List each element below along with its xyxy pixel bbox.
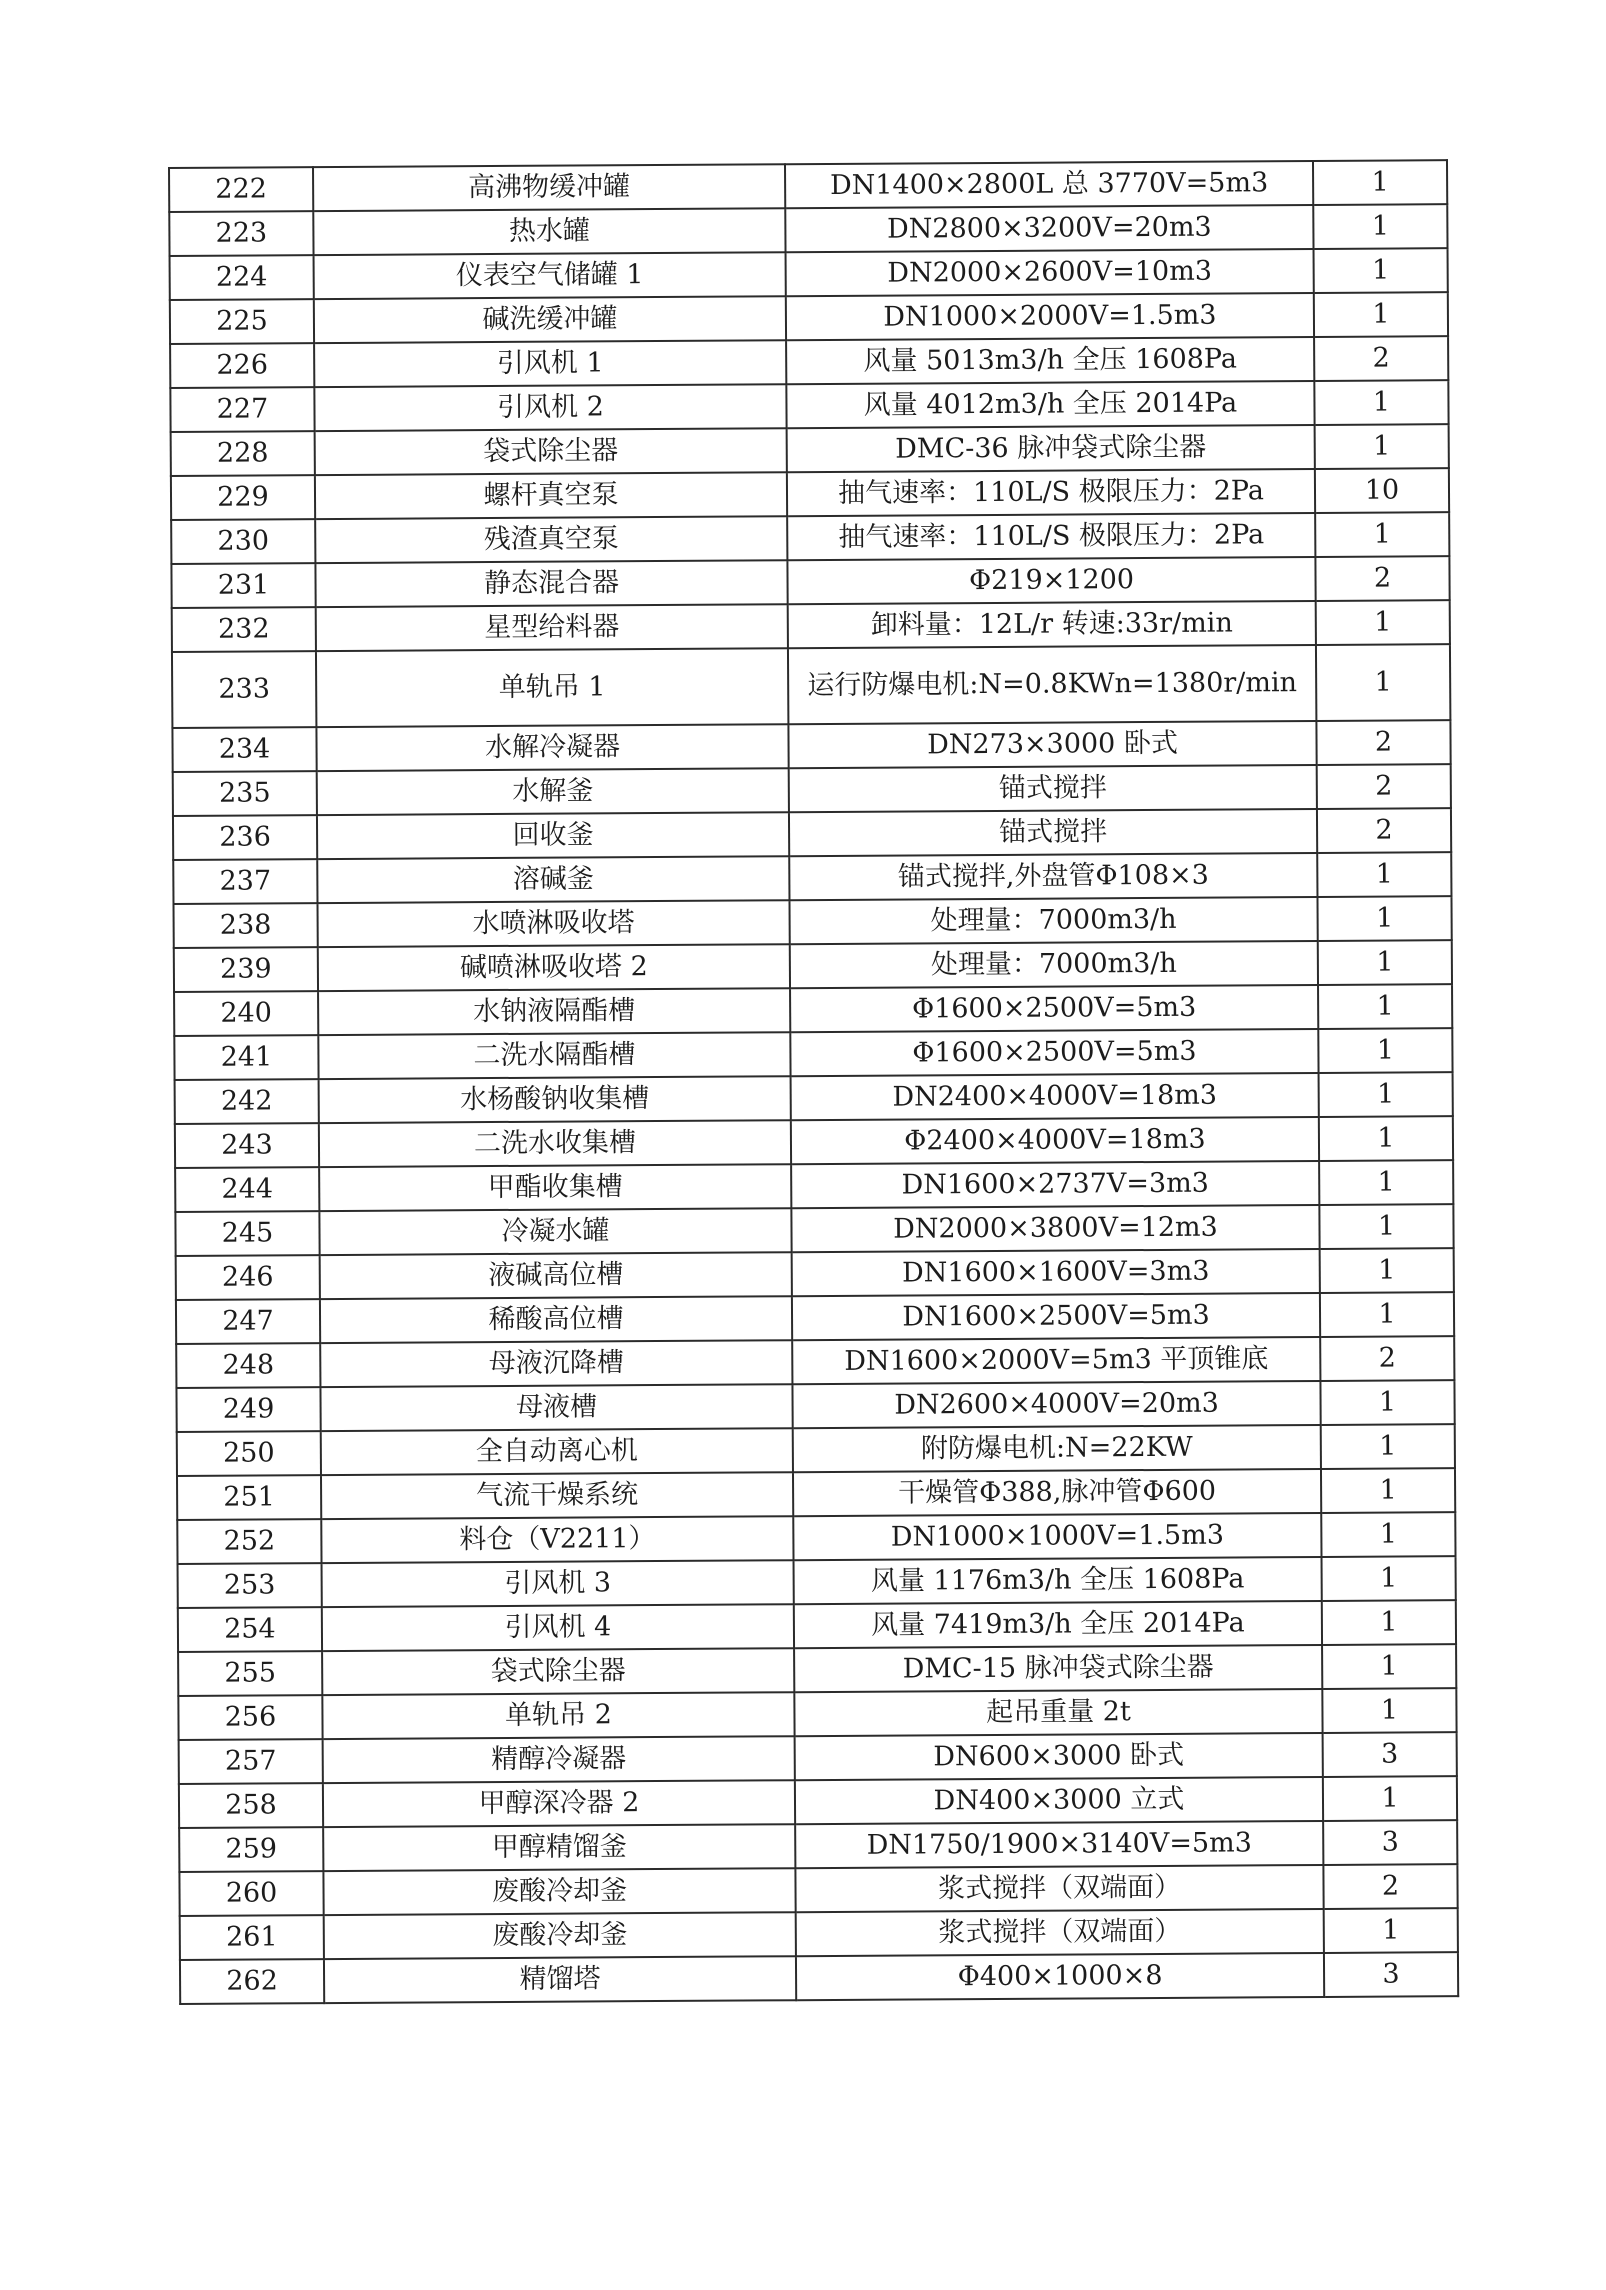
row-number-cell: 231: [171, 563, 315, 608]
quantity-cell: 1: [1313, 204, 1447, 249]
table-row: [175, 1116, 1453, 1168]
quantity-cell: 1: [1322, 1688, 1456, 1733]
table-row: [176, 1292, 1454, 1344]
table-row: [172, 600, 1450, 652]
table-row: [171, 512, 1449, 564]
row-number-cell: 253: [178, 1563, 322, 1608]
row-number-cell: 256: [178, 1695, 322, 1740]
equipment-name-cell: 碱喷淋吸收塔 2: [318, 944, 790, 991]
equipment-name-cell: 料仓（V2211）: [321, 1516, 793, 1563]
row-number-cell: 255: [178, 1651, 322, 1696]
quantity-cell: 1: [1314, 292, 1448, 337]
equipment-name-cell: 仪表空气储罐 1: [314, 252, 786, 299]
row-number-cell: 260: [179, 1871, 323, 1916]
table-row: [178, 1600, 1456, 1652]
quantity-cell: 1: [1321, 1424, 1455, 1469]
row-number-cell: 261: [180, 1915, 324, 1960]
equipment-name-cell: 母液槽: [320, 1384, 792, 1431]
specification-cell: DN1400×2800L 总 3770V=5m3: [785, 161, 1313, 208]
equipment-name-cell: 溶碱釜: [317, 856, 789, 903]
equipment-name-cell: 水喷淋吸收塔: [317, 900, 789, 947]
quantity-cell: 1: [1324, 1908, 1458, 1953]
table-row: [174, 1028, 1452, 1080]
equipment-name-cell: 废酸冷却釜: [323, 1868, 795, 1915]
row-number-cell: 244: [175, 1167, 319, 1212]
specification-cell: 风量 4012m3/h 全压 2014Pa: [786, 381, 1314, 428]
specification-cell: DN2000×2600V=10m3: [786, 249, 1314, 296]
row-number-cell: 227: [170, 387, 314, 432]
row-number-cell: 228: [171, 431, 315, 476]
quantity-cell: 1: [1321, 1512, 1455, 1557]
table-row: [171, 556, 1449, 608]
equipment-name-cell: 螺杆真空泵: [315, 472, 787, 519]
row-number-cell: 250: [177, 1431, 321, 1476]
quantity-cell: 2: [1320, 1336, 1454, 1381]
specification-cell: DN2800×3200V=20m3: [785, 205, 1313, 252]
table-row: [179, 1776, 1457, 1828]
equipment-name-cell: 残渣真空泵: [315, 516, 787, 563]
equipment-name-cell: 稀酸高位槽: [320, 1296, 792, 1343]
specification-cell: 卸料量：12L/r 转速:33r/min: [788, 601, 1316, 648]
specification-cell: 抽气速率：110L/S 极限压力：2Pa: [787, 513, 1315, 560]
row-number-cell: 235: [173, 771, 317, 816]
table-row: [170, 292, 1448, 344]
table-row: [171, 468, 1449, 520]
table-row: [170, 248, 1448, 300]
table-row: [174, 984, 1452, 1036]
specification-cell: 抽气速率：110L/S 极限压力：2Pa: [787, 469, 1315, 516]
specification-cell: DN1600×2737V=3m3: [791, 1161, 1319, 1208]
equipment-name-cell: 袋式除尘器: [322, 1648, 794, 1695]
quantity-cell: 1: [1318, 940, 1452, 985]
table-row: [177, 1468, 1455, 1520]
specification-cell: Φ1600×2500V=5m3: [790, 1029, 1318, 1076]
row-number-cell: 249: [176, 1387, 320, 1432]
row-number-cell: 241: [174, 1035, 318, 1080]
table-row: [176, 1336, 1454, 1388]
specification-cell: 浆式搅拌（双端面）: [795, 1865, 1323, 1912]
row-number-cell: 258: [179, 1783, 323, 1828]
specification-cell: Φ1600×2500V=5m3: [790, 985, 1318, 1032]
equipment-name-cell: 液碱高位槽: [320, 1252, 792, 1299]
table-row: [174, 940, 1452, 992]
equipment-name-cell: 碱洗缓冲罐: [314, 296, 786, 343]
equipment-name-cell: 水杨酸钠收集槽: [319, 1076, 791, 1123]
specification-cell: DN1750/1900×3140V=5m3: [795, 1821, 1323, 1868]
table-row: [178, 1644, 1456, 1696]
specification-cell: DN273×3000 卧式: [788, 721, 1316, 768]
equipment-name-cell: 甲酯收集槽: [319, 1164, 791, 1211]
quantity-cell: 1: [1318, 984, 1452, 1029]
row-number-cell: 251: [177, 1475, 321, 1520]
table-row: [179, 1820, 1457, 1872]
equipment-name-cell: 单轨吊 2: [322, 1692, 794, 1739]
quantity-cell: 1: [1313, 160, 1447, 205]
row-number-cell: 246: [176, 1255, 320, 1300]
row-number-cell: 252: [177, 1519, 321, 1564]
quantity-cell: 2: [1317, 764, 1451, 809]
row-number-cell: 262: [180, 1959, 324, 2004]
specification-cell: DN1600×1600V=3m3: [792, 1249, 1320, 1296]
quantity-cell: 1: [1320, 1248, 1454, 1293]
equipment-name-cell: 冷凝水罐: [319, 1208, 791, 1255]
specification-cell: DN1000×1000V=1.5m3: [793, 1513, 1321, 1560]
quantity-cell: 1: [1318, 1028, 1452, 1073]
row-number-cell: 257: [179, 1739, 323, 1784]
table-row: [175, 1204, 1453, 1256]
specification-cell: 运行防爆电机:N=0.8KWn=1380r/min: [788, 645, 1316, 724]
row-number-cell: 240: [174, 991, 318, 1036]
quantity-cell: 3: [1324, 1952, 1458, 1997]
specification-cell: 风量 1176m3/h 全压 1608Pa: [794, 1557, 1322, 1604]
table-row: [170, 336, 1448, 388]
quantity-cell: 1: [1319, 1160, 1453, 1205]
quantity-cell: 3: [1323, 1732, 1457, 1777]
specification-cell: 干燥管Φ388,脉冲管Φ600: [793, 1469, 1321, 1516]
row-number-cell: 237: [173, 859, 317, 904]
equipment-name-cell: 单轨吊 1: [316, 648, 788, 727]
table-row: [178, 1688, 1456, 1740]
quantity-cell: 1: [1315, 512, 1449, 557]
specification-cell: 锚式搅拌: [789, 765, 1317, 812]
equipment-name-cell: 袋式除尘器: [315, 428, 787, 475]
row-number-cell: 247: [176, 1299, 320, 1344]
specification-cell: DN2600×4000V=20m3: [792, 1381, 1320, 1428]
table-row: [173, 764, 1451, 816]
equipment-table-body: [169, 160, 1458, 2004]
quantity-cell: 1: [1317, 896, 1451, 941]
table-row: [180, 1952, 1458, 2004]
specification-cell: 处理量：7000m3/h: [790, 941, 1318, 988]
equipment-name-cell: 引风机 3: [322, 1560, 794, 1607]
table-row: [176, 1380, 1454, 1432]
specification-cell: Φ219×1200: [787, 557, 1315, 604]
table-row: [177, 1424, 1455, 1476]
specification-cell: DN1000×2000V=1.5m3: [786, 293, 1314, 340]
quantity-cell: 1: [1314, 248, 1448, 293]
equipment-name-cell: 水解釜: [317, 768, 789, 815]
table-row: [180, 1908, 1458, 1960]
specification-cell: 起吊重量 2t: [794, 1689, 1322, 1736]
equipment-name-cell: 二洗水收集槽: [319, 1120, 791, 1167]
quantity-cell: 2: [1316, 720, 1450, 765]
table-row: [173, 852, 1451, 904]
equipment-name-cell: 回收釜: [317, 812, 789, 859]
quantity-cell: 2: [1323, 1864, 1457, 1909]
quantity-cell: 1: [1319, 1116, 1453, 1161]
row-number-cell: 248: [176, 1343, 320, 1388]
equipment-name-cell: 精醇冷凝器: [323, 1736, 795, 1783]
table-row: [169, 204, 1447, 256]
table-row: [169, 160, 1447, 212]
quantity-cell: 1: [1322, 1600, 1456, 1645]
row-number-cell: 239: [174, 947, 318, 992]
row-number-cell: 229: [171, 475, 315, 520]
specification-cell: 附防爆电机:N=22KW: [793, 1425, 1321, 1472]
quantity-cell: 3: [1323, 1820, 1457, 1865]
table-row: [172, 644, 1450, 728]
equipment-name-cell: 静态混合器: [315, 560, 787, 607]
equipment-name-cell: 甲醇精馏釜: [323, 1824, 795, 1871]
row-number-cell: 233: [172, 651, 316, 728]
table-row: [175, 1160, 1453, 1212]
row-number-cell: 232: [172, 607, 316, 652]
equipment-name-cell: 水钠液隔酯槽: [318, 988, 790, 1035]
table-row: [172, 720, 1450, 772]
row-number-cell: 238: [174, 903, 318, 948]
table-row: [176, 1248, 1454, 1300]
specification-cell: 风量 7419m3/h 全压 2014Pa: [794, 1601, 1322, 1648]
row-number-cell: 254: [178, 1607, 322, 1652]
equipment-table: [168, 159, 1459, 2005]
specification-cell: 处理量：7000m3/h: [789, 897, 1317, 944]
equipment-name-cell: 二洗水隔酯槽: [318, 1032, 790, 1079]
equipment-name-cell: 精馏塔: [324, 1956, 796, 2003]
table-row: [174, 896, 1452, 948]
quantity-cell: 2: [1314, 336, 1448, 381]
table-row: [179, 1864, 1457, 1916]
row-number-cell: 230: [171, 519, 315, 564]
quantity-cell: 1: [1314, 380, 1448, 425]
specification-cell: DN1600×2500V=5m3: [792, 1293, 1320, 1340]
quantity-cell: 10: [1315, 468, 1449, 513]
specification-cell: 锚式搅拌,外盘管Φ108×3: [789, 853, 1317, 900]
quantity-cell: 1: [1315, 424, 1449, 469]
table-row: [177, 1512, 1455, 1564]
specification-cell: DN2400×4000V=18m3: [791, 1073, 1319, 1120]
specification-cell: Φ2400×4000V=18m3: [791, 1117, 1319, 1164]
quantity-cell: 1: [1317, 852, 1451, 897]
quantity-cell: 1: [1321, 1468, 1455, 1513]
equipment-name-cell: 星型给料器: [316, 604, 788, 651]
equipment-name-cell: 气流干燥系统: [321, 1472, 793, 1519]
table-row: [175, 1072, 1453, 1124]
row-number-cell: 236: [173, 815, 317, 860]
quantity-cell: 1: [1320, 1380, 1454, 1425]
row-number-cell: 234: [172, 727, 316, 772]
quantity-cell: 1: [1316, 644, 1450, 721]
table-row: [170, 380, 1448, 432]
specification-cell: DN400×3000 立式: [795, 1777, 1323, 1824]
table-row: [171, 424, 1449, 476]
specification-cell: 风量 5013m3/h 全压 1608Pa: [786, 337, 1314, 384]
quantity-cell: 1: [1322, 1644, 1456, 1689]
quantity-cell: 2: [1315, 556, 1449, 601]
table-row: [173, 808, 1451, 860]
quantity-cell: 1: [1316, 600, 1450, 645]
table-row: [179, 1732, 1457, 1784]
row-number-cell: 259: [179, 1827, 323, 1872]
equipment-name-cell: 引风机 2: [314, 384, 786, 431]
row-number-cell: 243: [175, 1123, 319, 1168]
equipment-name-cell: 引风机 4: [322, 1604, 794, 1651]
quantity-cell: 1: [1320, 1292, 1454, 1337]
specification-cell: DMC-36 脉冲袋式除尘器: [787, 425, 1315, 472]
specification-cell: DMC-15 脉冲袋式除尘器: [794, 1645, 1322, 1692]
row-number-cell: 223: [169, 211, 313, 256]
equipment-name-cell: 全自动离心机: [321, 1428, 793, 1475]
equipment-name-cell: 高沸物缓冲罐: [313, 164, 785, 211]
specification-cell: 锚式搅拌: [789, 809, 1317, 856]
equipment-name-cell: 废酸冷却釜: [324, 1912, 796, 1959]
quantity-cell: 1: [1323, 1776, 1457, 1821]
row-number-cell: 222: [169, 167, 313, 212]
specification-cell: DN1600×2000V=5m3 平顶锥底: [792, 1337, 1320, 1384]
equipment-name-cell: 母液沉降槽: [320, 1340, 792, 1387]
equipment-name-cell: 甲醇深冷器 2: [323, 1780, 795, 1827]
row-number-cell: 226: [170, 343, 314, 388]
quantity-cell: 2: [1317, 808, 1451, 853]
specification-cell: 浆式搅拌（双端面）: [796, 1909, 1324, 1956]
row-number-cell: 225: [170, 299, 314, 344]
row-number-cell: 245: [175, 1211, 319, 1256]
row-number-cell: 242: [175, 1079, 319, 1124]
quantity-cell: 1: [1319, 1204, 1453, 1249]
table-row: [178, 1556, 1456, 1608]
specification-cell: DN2000×3800V=12m3: [791, 1205, 1319, 1252]
specification-cell: DN600×3000 卧式: [795, 1733, 1323, 1780]
equipment-name-cell: 热水罐: [313, 208, 785, 255]
row-number-cell: 224: [170, 255, 314, 300]
equipment-name-cell: 引风机 1: [314, 340, 786, 387]
equipment-name-cell: 水解冷凝器: [316, 724, 788, 771]
quantity-cell: 1: [1322, 1556, 1456, 1601]
specification-cell: Φ400×1000×8: [796, 1953, 1324, 2000]
quantity-cell: 1: [1319, 1072, 1453, 1117]
